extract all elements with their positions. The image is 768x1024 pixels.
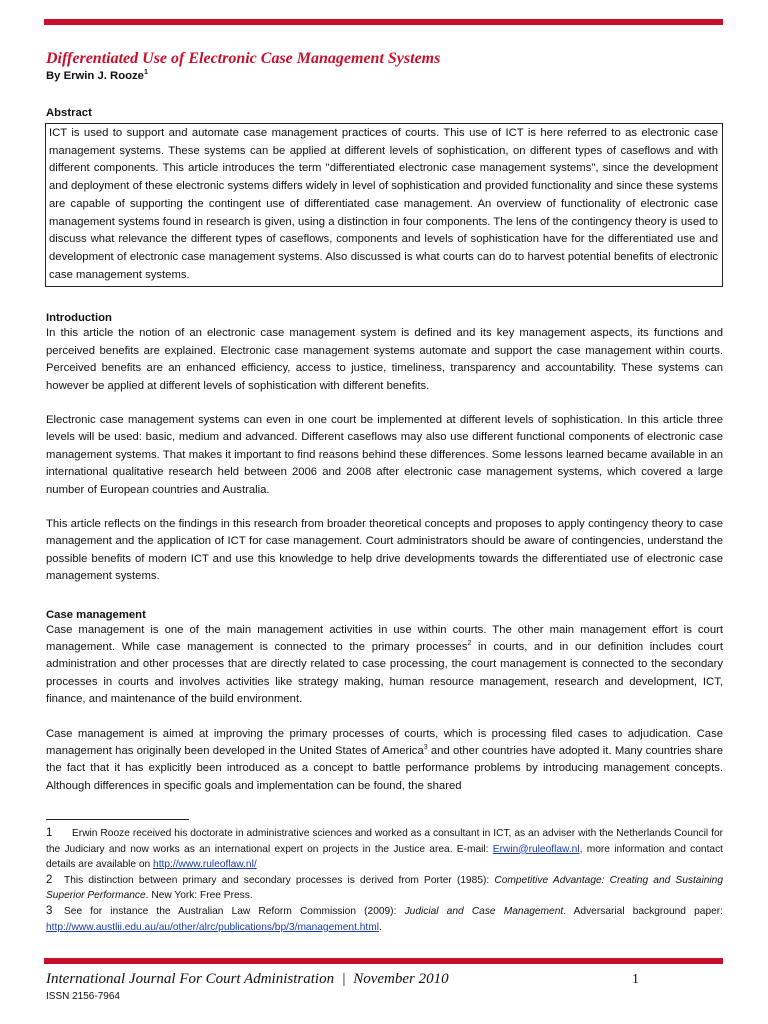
- author-name: By Erwin J. Rooze: [46, 70, 144, 82]
- footnote-separator: [46, 819, 189, 820]
- footnote-ref-3[interactable]: 3: [423, 744, 428, 752]
- top-accent-rule: [44, 19, 723, 25]
- footnote-text: , more information and contact details are available on: [46, 843, 724, 871]
- author-byline: [46, 69, 723, 83]
- intro-paragraph-1: In this article the notion of an electronic case management system is defined and its key management aspects, its functions and perceived benefits are explained. Electronic case management systems automate and support the case management within courts. Perceived benefits are an enhanced efficiency, access to justice, timeliness, transparency and accountability. These systems can however be applied at different levels of sophistication with different benefits.: [46, 327, 723, 392]
- email-link[interactable]: Erwin@ruleoflaw.nl: [492, 843, 580, 855]
- issn: ISSN 2156-7964: [46, 991, 120, 1002]
- footnote-text: See for instance the Australian Law Reform Commission (2009):: [64, 905, 405, 917]
- footnote-report-title: Judicial and Case Management: [404, 905, 564, 917]
- case-paragraph-1: [46, 622, 723, 709]
- page-number: 1: [632, 972, 639, 987]
- intro-paragraph-3: This article reflects on the findings in this research from broader theoretical concepts and proposes to apply contingency theory to case management and the application of ICT for case management. Court administrators should be aware of contingencies, understand the possible benefits of modern ICT and use this knowledge to help drive developments towards the differentiated use of electronic case management systems.: [46, 517, 723, 583]
- footnote-text: . New York: Free Press.: [145, 890, 253, 902]
- abstract-heading: Abstract: [46, 107, 92, 119]
- case-paragraph-2: [46, 726, 723, 796]
- journal-footer: International Journal For Court Administration | November 2010: [46, 971, 449, 987]
- austlii-link[interactable]: http://www.austlii.edu.au/au/other/alrc/publications/bp/3/management.html: [46, 921, 379, 933]
- footnote-2: [46, 873, 723, 904]
- case-p1-text-a: Case management is one of the main management activities in use within courts. The other main management effort is court management. While case management is connected to the primary processes: [46, 623, 723, 654]
- ruleoflaw-link[interactable]: http://www.ruleoflaw.nl/: [153, 859, 257, 871]
- case-management-heading: Case management: [46, 608, 146, 621]
- footnote-number: 3: [46, 904, 53, 917]
- bottom-accent-rule: [44, 958, 723, 964]
- footnote-text: Erwin Rooze received his doctorate in administrative sciences and worked as a consultant in ICT, as an adviser with the Netherlands Council for the Judiciary and now works as an international expert on projects in the Justice area. E-mail:: [46, 828, 723, 855]
- footnotes: [46, 826, 723, 935]
- footnote-number: 1: [46, 827, 53, 839]
- footnote-ref-1[interactable]: 1: [143, 69, 148, 77]
- footnote-book-title: Competitive Advantage: Creating and Sustaining Superior Performance: [46, 874, 723, 902]
- intro-paragraph-2: Electronic case management systems can even in one court be implemented at different levels of sophistication. In this article three levels will be used: basic, medium and advanced. Different caseflows may also use different functional components of electronic case management systems. That makes it important to find reasons behind these differences. Some lessons learned became available in an international qualitative research held between 2006 and 2008 after electronic case management systems, which covered a large number of European countries and Australia.: [46, 413, 723, 496]
- footnote-text: .: [378, 921, 382, 933]
- footnote-ref-2[interactable]: 2: [467, 640, 472, 648]
- case-p1-text-b: in courts, and in our definition includes court administration and other processes that are directly related to case processing, the court management is connected to the secondary processes in courts and involves activities like strategy making, human resource management, research and development, ICT, finance, and maintenance of the build environment.: [46, 641, 724, 706]
- article-body: [46, 49, 723, 795]
- case-p2-text-a: Case management is aimed at improving the primary processes of courts, which is processing filed cases to adjudication. Case management has originally been developed in the United States of America: [46, 727, 723, 758]
- footnote-1: [46, 826, 723, 873]
- abstract-box: ICT is used to support and automate case management practices of courts. This use of ICT is here referred to as electronic case management systems. These systems can be applied at different levels of sophistication, on different types of caseflows and with different components. This article introduces the term "differentiated electronic case management systems", since the development and deployment of these electronic systems differs widely in level of sophistication and provided functionality and since these systems are capable of supporting the contingent use of differentiated case management. An overview of functionality of electronic case management systems found in research is given, using a distinction in four components. The lens of the contingency theory is used to discuss what relevance the different types of caseflows, components and levels of sophistication have for the differentiated use and development of electronic case management systems. Also discussed is what courts can do to harvest potential benefits of electronic case management systems.: [45, 123, 723, 287]
- footnote-3: [46, 904, 723, 935]
- case-p2-text-b: and other countries have adopted it. Many countries share the fact that it has explicitly been introduced as a concept to battle performance problems by introducing management concepts. Although differences in specific goals and implementation can be found, the shared: [46, 745, 724, 792]
- article-title: Differentiated Use of Electronic Case Management Systems: [46, 50, 441, 67]
- footnote-number: 2: [46, 873, 53, 886]
- introduction-heading: Introduction: [46, 312, 112, 325]
- footnote-text: This distinction between primary and secondary processes is derived from Porter (1985):: [64, 874, 495, 886]
- footnote-text: . Adversarial background paper:: [563, 905, 723, 917]
